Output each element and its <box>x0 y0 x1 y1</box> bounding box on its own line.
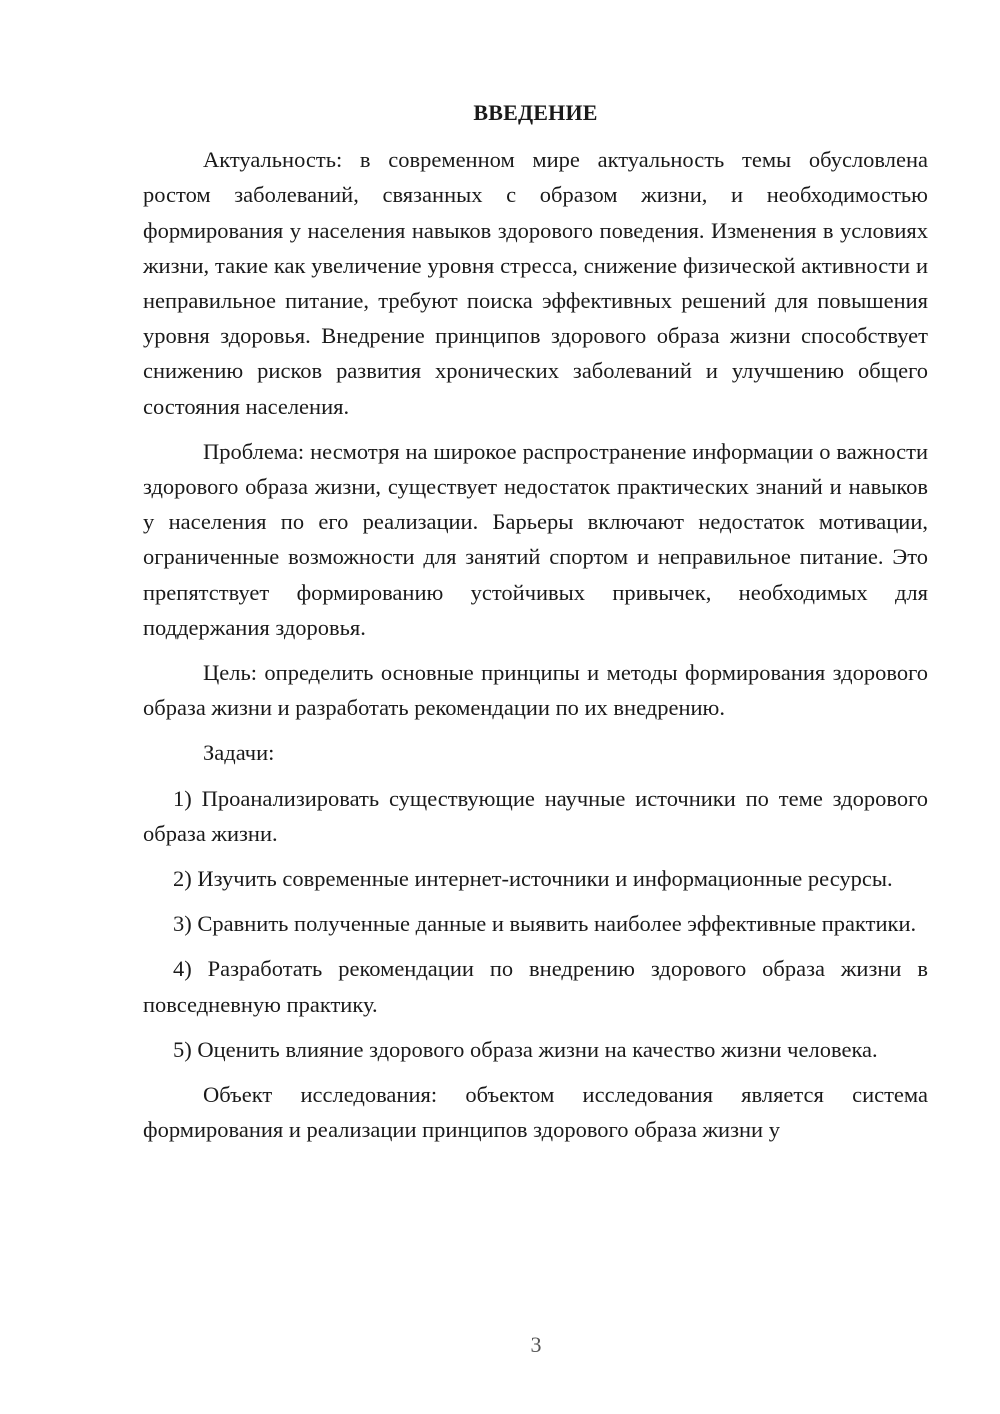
document-page <box>143 95 928 1157</box>
task-item: 5) Оценить влияние здорового образа жизни на качество жизни человека. <box>173 1036 878 1062</box>
task-item: 4) Разработать рекомендации по внедрению здорового образа жизни в повседневную практику. <box>143 956 928 1017</box>
tasks-heading: Задачи: <box>203 740 275 766</box>
problem-paragraph: Проблема: несмотря на широкое распространение информации о важности здорового образа жизни, существует недостаток практических знаний и навыков у населения по его реализации. Барьеры включают недостаток мотивации, ограниченные возможности для занятий спортом и неправильное питание. Это препятствует формированию устойчивых привычек, необходимых для поддержания здоровья. <box>143 438 928 640</box>
object-paragraph: Объект исследования: объектом исследования является система формирования и реализации принципов здорового образа жизни у <box>143 1082 928 1143</box>
goal-paragraph: Цель: определить основные принципы и методы формирования здорового образа жизни и разработать рекомендации по их внедрению. <box>143 660 928 721</box>
task-item: 3) Сравнить полученные данные и выявить наиболее эффективные практики. <box>173 911 917 937</box>
section-title: ВВЕДЕНИЕ <box>473 100 598 125</box>
page-number: 3 <box>530 1332 542 1357</box>
relevance-paragraph: Актуальность: в современном мире актуальность темы обусловлена ростом заболеваний, связанных с образом жизни, и необходимостью формирования у населения навыков здорового поведения. Изменения в условиях жизни, такие как увеличение уровня стресса, снижение физической активности и неправильное питание, требуют поиска эффективных решений для повышения уровня здоровья. Внедрение принципов здорового образа жизни способствует снижению рисков развития хронических заболеваний и улучшению общего состояния населения. <box>143 147 928 419</box>
task-item: 1) Проанализировать существующие научные источники по теме здорового образа жизни. <box>143 785 928 846</box>
task-item: 2) Изучить современные интернет-источники и информационные ресурсы. <box>173 866 893 892</box>
